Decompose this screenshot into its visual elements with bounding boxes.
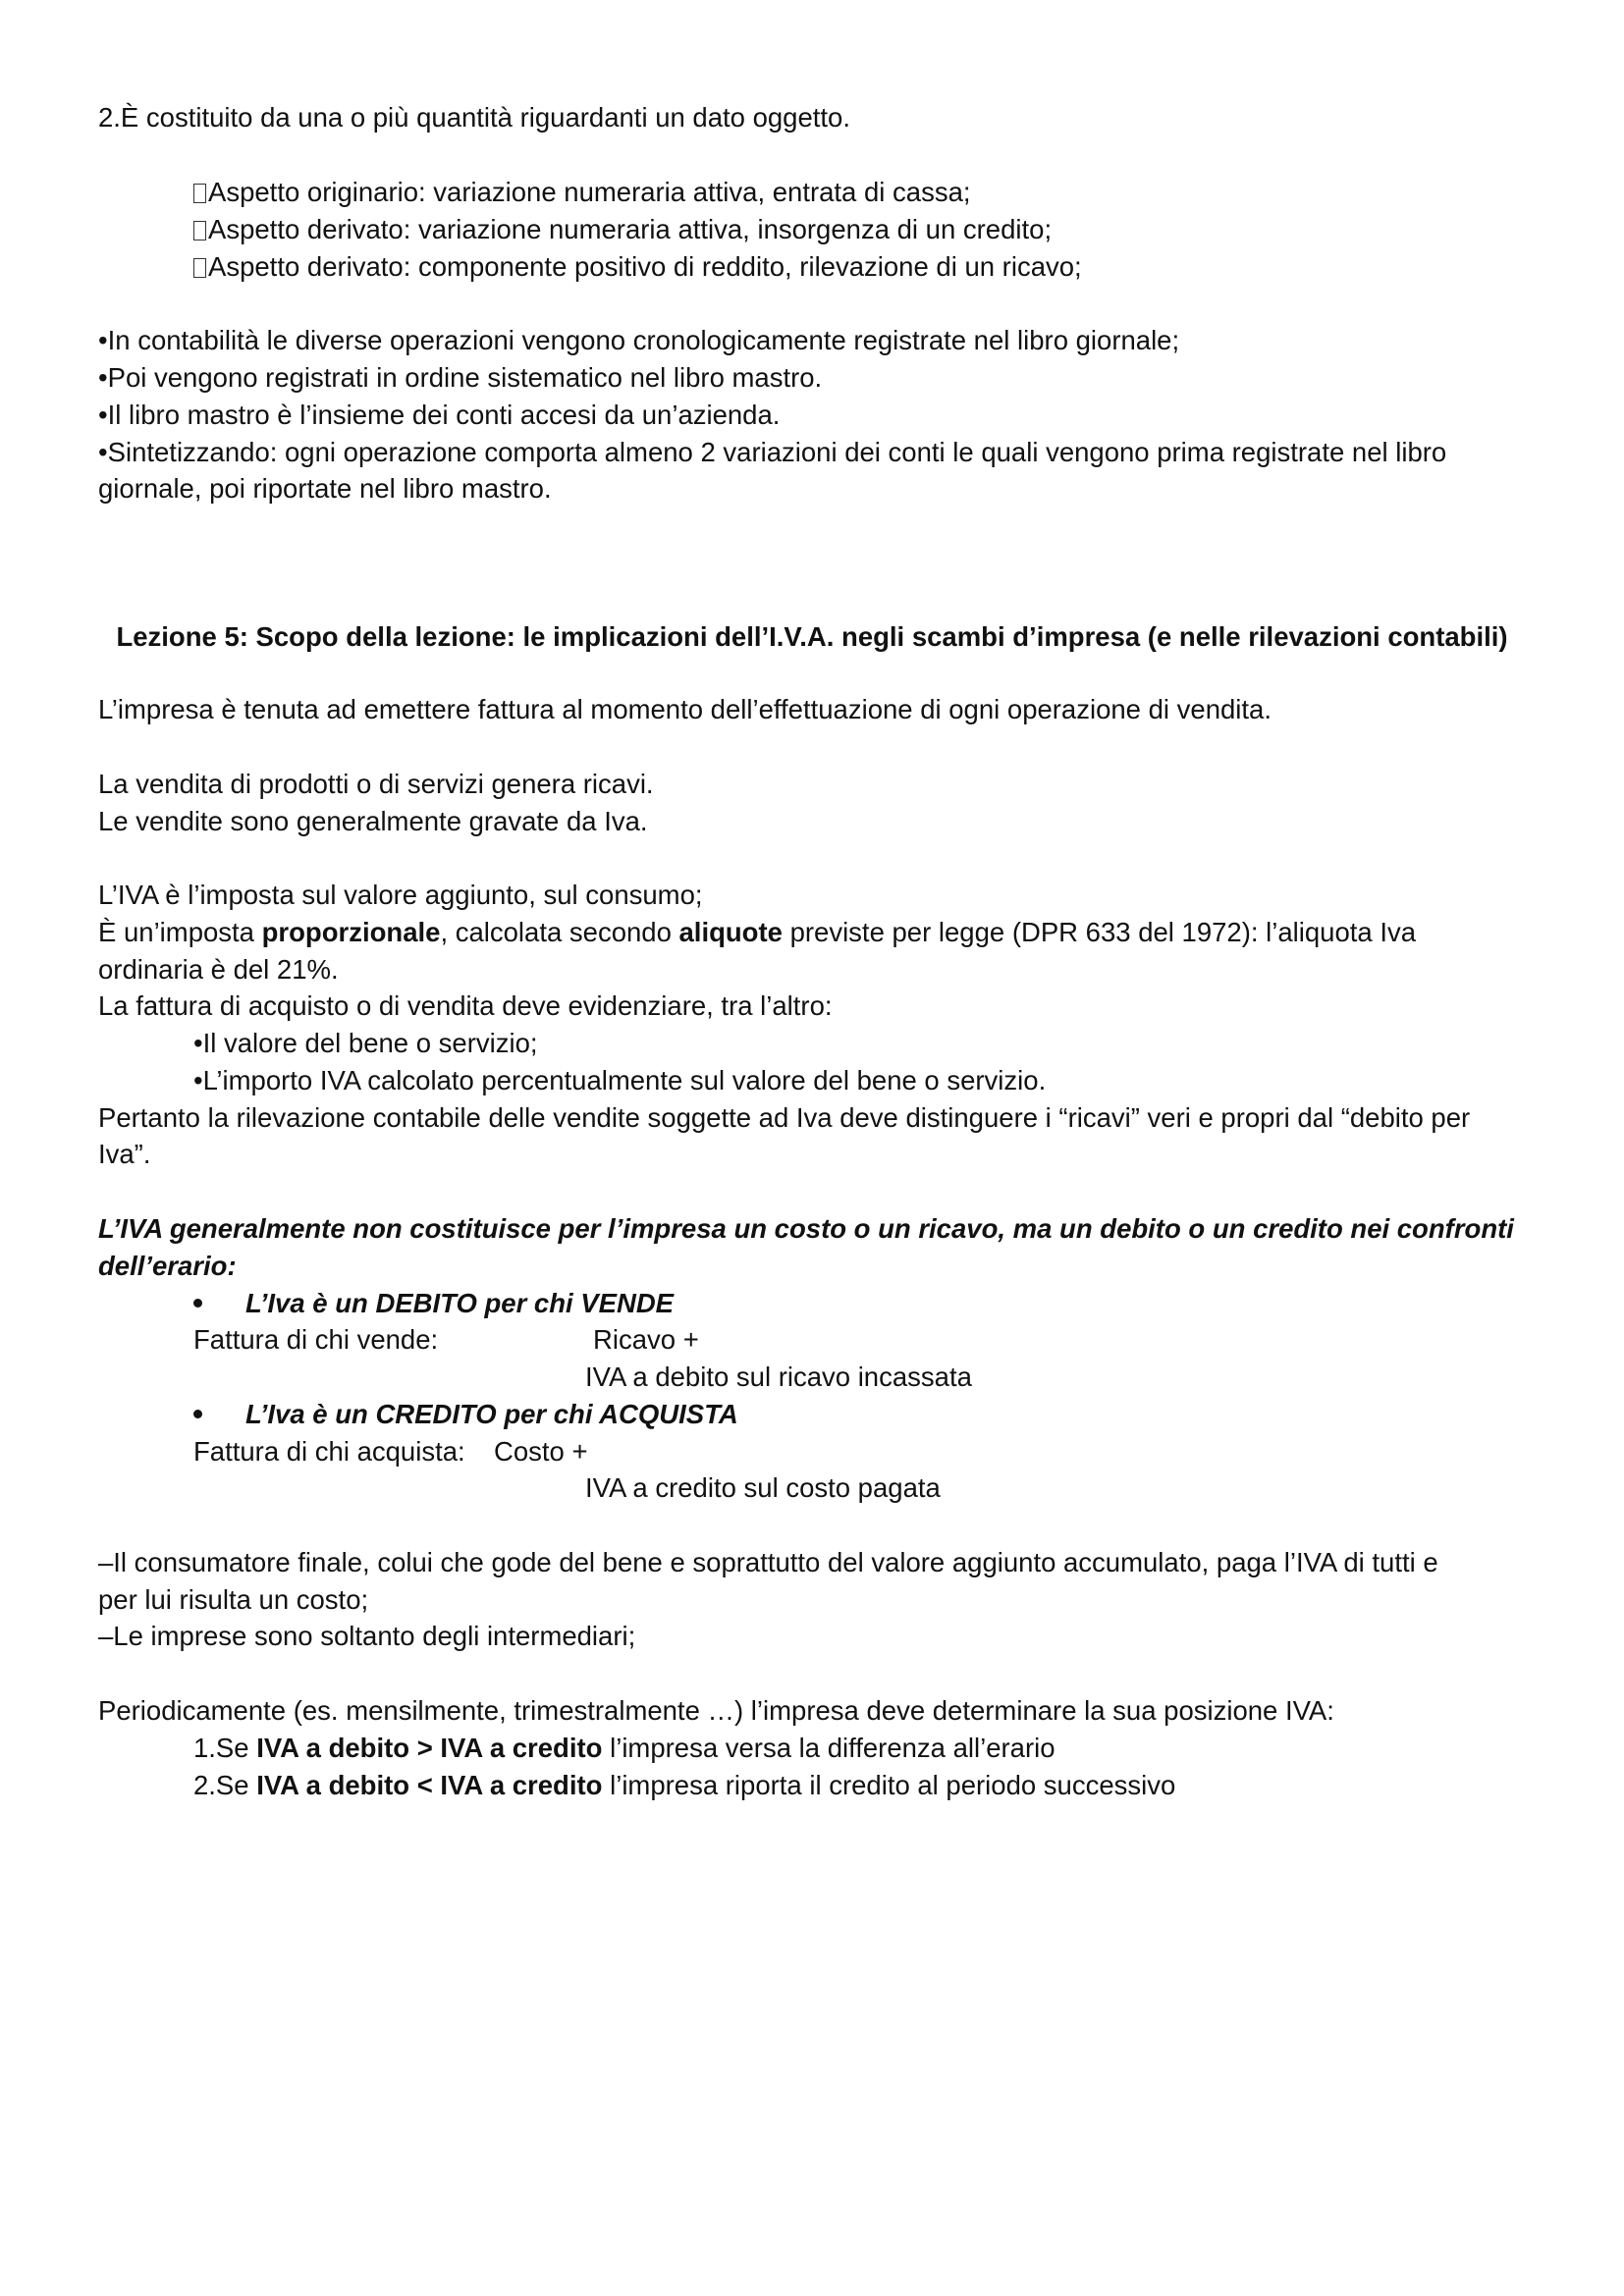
- bullet-line-continuation: giornale, poi riportate nel libro mastro.: [98, 473, 552, 504]
- credit-label: Fattura di chi acquista:: [193, 1436, 465, 1467]
- paragraph: –Le imprese sono soltanto degli intermediari;: [98, 1621, 636, 1651]
- paragraph: L’IVA è l’imposta sul valore aggiunto, sul consumo;: [98, 880, 703, 910]
- paragraph: La fattura di acquisto o di vendita deve evidenziare, tra l’altro:: [98, 990, 833, 1021]
- paragraph: Pertanto la rilevazione contabile delle vendite soggette ad Iva deve distinguere i “ricavi” veri e propri dal “debito per: [98, 1102, 1471, 1133]
- paragraph: ordinaria è del 21%.: [98, 954, 339, 985]
- missing-glyph-icon: [193, 258, 206, 278]
- credit-heading: L’Iva è un CREDITO per chi ACQUISTA: [193, 1396, 738, 1433]
- paragraph: Le vendite sono generalmente gravate da Iva.: [98, 806, 648, 836]
- bullet-line: •Sintetizzando: ogni operazione comporta almeno 2 variazioni dei conti le quali vengono prima registrate nel libro: [98, 437, 1447, 467]
- debit-value: IVA a debito sul ricavo incassata: [585, 1362, 972, 1392]
- emphasis-paragraph: dell’erario:: [98, 1251, 237, 1281]
- emphasis-paragraph: L’IVA generalmente non costituisce per l’impresa un costo o un ricavo, ma un debito o un credito nei confronti: [98, 1213, 1514, 1244]
- lesson-title: Lezione 5: Scopo della lezione: le implicazioni dell’I.V.A. negli scambi d’impresa (e nelle rilevazioni contabili): [116, 621, 1508, 652]
- rule-item: 1.Se IVA a debito > IVA a credito l’impresa versa la differenza all’erario: [193, 1733, 1056, 1763]
- aspect-line: Aspetto originario: variazione numeraria attiva, entrata di cassa;: [193, 174, 971, 211]
- missing-glyph-icon: [193, 221, 206, 240]
- missing-glyph-icon: [193, 184, 206, 203]
- aspect-line: Aspetto derivato: variazione numeraria attiva, insorgenza di un credito;: [193, 211, 1052, 248]
- credit-value: IVA a credito sul costo pagata: [585, 1472, 941, 1503]
- bullet-line: •Il libro mastro è l’insieme dei conti accesi da un’azienda.: [98, 400, 781, 430]
- credit-value: Costo +: [494, 1436, 588, 1467]
- list-item: •L’importo IVA calcolato percentualmente sul valore del bene o servizio.: [193, 1065, 1047, 1095]
- numbered-item-2: 2.È costituito da una o più quantità riguardanti un dato oggetto.: [98, 102, 850, 133]
- paragraph: La vendita di prodotti o di servizi genera ricavi.: [98, 769, 654, 799]
- paragraph: Iva”.: [98, 1139, 151, 1169]
- list-item: •Il valore del bene o servizio;: [193, 1028, 538, 1058]
- bullet-icon: [193, 1299, 202, 1308]
- bullet-line: •Poi vengono registrati in ordine sistematico nel libro mastro.: [98, 362, 823, 393]
- bullet-icon: [193, 1410, 202, 1418]
- debit-heading: L’Iva è un DEBITO per chi VENDE: [193, 1285, 674, 1322]
- paragraph: –Il consumatore finale, colui che gode del bene e soprattutto del valore aggiunto accumulato, paga l’IVA di tutti e: [98, 1547, 1438, 1577]
- paragraph: Periodicamente (es. mensilmente, trimestralmente …) l’impresa deve determinare la sua posizione IVA:: [98, 1695, 1334, 1726]
- paragraph: È un’imposta proporzionale, calcolata secondo aliquote previste per legge (DPR 633 del 1972): l’aliquota Iva: [98, 917, 1417, 947]
- debit-value: Ricavo +: [593, 1324, 699, 1355]
- bullet-line: •In contabilità le diverse operazioni vengono cronologicamente registrate nel libro giornale;: [98, 325, 1180, 355]
- aspect-line: Aspetto derivato: componente positivo di reddito, rilevazione di un ricavo;: [193, 248, 1082, 286]
- rule-item: 2.Se IVA a debito < IVA a credito l’impresa riporta il credito al periodo successivo: [193, 1770, 1176, 1800]
- paragraph: per lui risulta un costo;: [98, 1584, 369, 1615]
- debit-label: Fattura di chi vende:: [193, 1324, 439, 1355]
- paragraph: L’impresa è tenuta ad emettere fattura al momento dell’effettuazione di ogni operazione di vendita.: [98, 694, 1272, 724]
